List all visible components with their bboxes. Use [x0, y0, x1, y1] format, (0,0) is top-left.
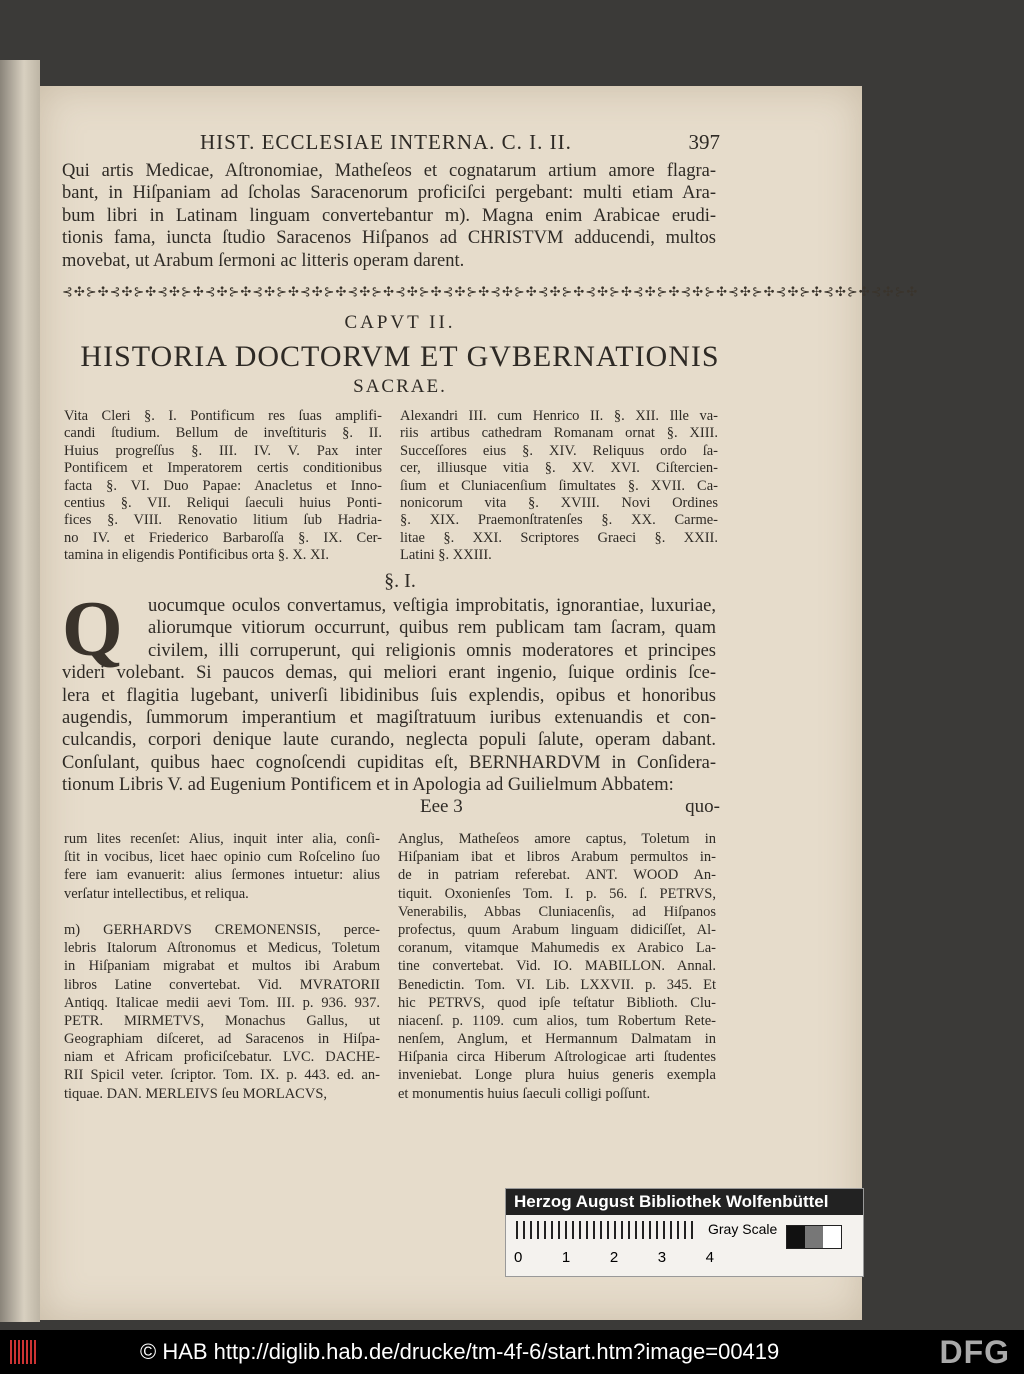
- text-line: movebat, ut Arabum ſermoni ac litteris operam darent.: [62, 250, 465, 271]
- text-line: candi ſtudium. Bellum de inveſtituris §. II.: [64, 425, 382, 442]
- footnotes-left-column: [64, 830, 380, 1103]
- text-line: cer, illiusque vitia §. XV. XVI. Ciſtercien-: [400, 460, 718, 477]
- text-line: augendis, ſummorum imperantium et magiſtratuum iuribus extenuandis et con-: [62, 707, 716, 728]
- text-line: lera et flagitia lugebant, univerſi libidinibus ſuis explendis, opibus et honoribus: [62, 685, 716, 706]
- text-line: inveniebat. Longe plura huius generis exempla: [398, 1067, 716, 1084]
- text-line: no IV. et Friederico Barbaroſſa §. IX. Cer-: [64, 529, 382, 546]
- text-line: nonicorum vita §. XVIII. Novi Ordines: [400, 494, 718, 511]
- text-line: Qui artis Medicae, Aſtronomiae, Matheſeos et cognatarum artium amore flagra-: [62, 161, 716, 181]
- text-line: centius §. VII. Reliqui ſaeculi huius Ponti-: [64, 494, 382, 511]
- ornament-rule: ⊰✣⊱✣⊰✣⊱✣⊰✣⊱✣⊰✣⊱✣⊰✣⊱✣⊰✣⊱✣⊰✣⊱✣⊰✣⊱✣⊰✣⊱✣⊰✣⊱✣⊰✣⊱✣⊰✣⊱✣⊰✣⊱✣⊰✣⊱✣⊰✣⊱✣⊰✣⊱✣⊰✣⊱✣⊰✣⊱✣: [62, 284, 919, 299]
- summary-left-column: [64, 408, 382, 565]
- text-line: Vita Cleri §. I. Pontificum res ſuas amplifi-: [64, 408, 382, 424]
- text-line: tamina in eligendis Pontificibus orta §. X. XI.: [64, 547, 329, 564]
- text-line: Benedictin. Tom. VI. Lib. LXXVII. p. 345. Et: [398, 976, 716, 993]
- running-title: HIST. ECCLESIAE INTERNA. C. I. II.: [200, 130, 572, 154]
- dfg-logo: DFG: [939, 1334, 1010, 1370]
- hab-logo-icon: [10, 1340, 36, 1364]
- text-line: riis artibus cathedram Romanam ornat §. XIII.: [400, 425, 718, 442]
- text-line: fere iam evanuerit: alius ſermones intuetur: alius: [64, 867, 380, 884]
- scale-number: 3: [657, 1249, 667, 1266]
- text-line: profectus, quum Arabum linguam didiciſſet, Al-: [398, 921, 716, 938]
- text-line: libros Latine convertebat. Vid. MVRATORII: [64, 976, 380, 993]
- text-line: Succeſſores eius §. XIV. Reliquus ordo ſa-: [400, 442, 718, 459]
- text-line: ſium et Cluniacenſium ſimultates §. XVII. Ca-: [400, 477, 718, 494]
- text-line: aliorumque vitiorum occurrunt, quibus rem publicam tam ſacram, quam: [148, 618, 716, 639]
- text-line: [64, 903, 380, 921]
- text-line: bum libri in Latinam linguam convertebantur m). Magna enim Arabicae erudi-: [62, 205, 716, 226]
- signature-mark: Eee 3: [420, 796, 463, 817]
- footnotes-right-column: [398, 830, 716, 1103]
- text-line: bant, in Hiſpaniam ad ſcholas Saracenorum proficiſci pergebant: multi etiam Ara-: [62, 183, 716, 204]
- color-calibration-card: [505, 1188, 864, 1277]
- text-line: Geographiam diſceret, ad Saracenos in Hiſpa-: [64, 1031, 380, 1048]
- text-line: fices §. VIII. Renovatio litium ſub Hadria-: [64, 512, 382, 529]
- ruler-ticks: [516, 1221, 696, 1239]
- text-line: niacenſ. p. 1109. cum alios, tum Robertum Rete-: [398, 1012, 716, 1029]
- section-mark: §. I.: [384, 570, 416, 592]
- text-line: Hiſpaniam ibat et libros Arabum permultos in-: [398, 849, 716, 866]
- text-line: uocumque oculos convertamus, veſtigia improbitatis, ignorantiae, luxuriae,: [148, 596, 716, 616]
- gray-scale-swatch: [786, 1225, 842, 1249]
- chapter-subtitle: SACRAE.: [353, 376, 447, 397]
- text-line: Antiqq. Italicae medii aevi Tom. III. p. 936. 937.: [64, 994, 380, 1011]
- scale-number: 4: [705, 1249, 714, 1266]
- text-line: verſatur intellectibus, et reliqua.: [64, 885, 249, 902]
- gray-scale-label: Gray Scale: [708, 1221, 778, 1237]
- text-line: nenſem, Anglum, et Hermannum Dalmatam in: [398, 1031, 716, 1048]
- text-line: hic PETRVS, quod ipſe teſtatur Biblioth. Clu-: [398, 994, 716, 1011]
- text-line: Venerabilis, Abbas Cluniacenſis, ad Hiſpanos: [398, 903, 716, 920]
- text-line: litae §. XXI. Scriptores Graeci §. XXII.: [400, 529, 718, 546]
- text-line: Hiſpania circa Hiberum Aſtrologicae arti ſtudentes: [398, 1049, 716, 1066]
- scale-number: 1: [561, 1249, 571, 1266]
- text-line: rum lites recenſet: Alius, inquit inter alia, conſi-: [64, 831, 380, 847]
- book-page: [40, 86, 919, 1320]
- text-line: lebris Italorum Aſtronomus et Medicus, Toletum: [64, 940, 380, 957]
- ruler-scale: [514, 1249, 714, 1266]
- text-line: et monumentis huius ſaeculi colligi poſſunt.: [398, 1085, 651, 1102]
- body-paragraph: [62, 585, 716, 797]
- text-line: §. XIX. Praemonſtratenſes §. XX. Carme-: [400, 512, 718, 529]
- text-line: niam et Africam proficiſcebatur. LVC. DACHE-: [64, 1049, 380, 1066]
- text-line: tionum Libris V. ad Eugenium Pontificem et in Apologia ad Guilielmum Abbatem:: [62, 775, 674, 796]
- text-line: Conſulant, quibus haec cognoſcendi cupiditas eſt, BERNHARDVM in Conſidera-: [62, 752, 716, 773]
- copyright-url[interactable]: © HAB http://diglib.hab.de/drucke/tm-4f-6/start.htm?image=00419: [140, 1339, 780, 1364]
- footer-bar: [0, 1330, 1024, 1374]
- summary-right-column: [400, 408, 718, 565]
- text-line: facta §. VI. Duo Papae: Anacletus et Inno-: [64, 477, 382, 494]
- text-line: tiquae. DAN. MERLEIVS ſeu MORLACVS,: [64, 1085, 328, 1102]
- text-line: Huius progreſſus §. III. IV. V. Pax inter: [64, 442, 382, 459]
- catchword: quo-: [685, 796, 720, 817]
- text-line: civilem, illi corruperunt, qui religionis omnis moderatores et principes: [148, 640, 716, 661]
- text-line: PETR. MIRMETVS, Monachus Gallus, ut: [64, 1012, 380, 1029]
- text-line: de in patriam referebat. ANT. WOOD An-: [398, 867, 716, 884]
- scale-number: 2: [609, 1249, 619, 1266]
- drop-cap: Q: [62, 585, 123, 672]
- text-line: tiquit. Oxonienſes Tom. I. p. 56. ſ. PETRVS,: [398, 885, 716, 902]
- text-line: ſtit in vocibus, licet haec opinio cum Roſcelino ſuo: [64, 849, 380, 866]
- scale-number: 0: [514, 1249, 523, 1266]
- text-line: Latini §. XXIII.: [400, 547, 492, 564]
- text-line: tine convertebat. Vid. IO. MABILLON. Annal.: [398, 958, 716, 975]
- chapter-title: HISTORIA DOCTORVM ET GVBERNATIONIS: [80, 340, 720, 373]
- text-line: RII Spicil veter. ſcriptor. Tom. IX. p. 443. ed. an-: [64, 1067, 380, 1084]
- previous-page-edge: [0, 60, 40, 1322]
- page-number: 397: [688, 130, 720, 154]
- text-line: tionis fama, iuncta ſtudio Saracenos Hiſpanos ad CHRISTVM adducendi, multos: [62, 228, 716, 249]
- card-title: Herzog August Bibliothek Wolfenbüttel: [506, 1189, 863, 1215]
- text-line: m) GERHARDVS CREMONENSIS, perce-: [64, 921, 380, 938]
- text-line: Alexandri III. cum Henrico II. §. XII. Ille va-: [400, 408, 718, 424]
- text-line: videri volebant. Si paucos demas, qui meliori erant ingenio, ſuique ordinis ſce-: [62, 663, 716, 684]
- text-line: Anglus, Matheſeos amore captus, Toletum in: [398, 831, 716, 847]
- text-line: coranum, vitamque Mahumedis ex Arabico La-: [398, 940, 716, 957]
- intro-paragraph: [62, 160, 716, 272]
- text-line: in Hiſpaniam migrabat et multos ibi Arabum: [64, 958, 380, 975]
- text-line: Pontificem et Imperatorem certis conditionibus: [64, 460, 382, 477]
- text-line: culcandis, corpori denique laute curando, neglecta populi ſalute, operam dabant.: [62, 730, 716, 751]
- chapter-label: CAPVT II.: [344, 312, 456, 333]
